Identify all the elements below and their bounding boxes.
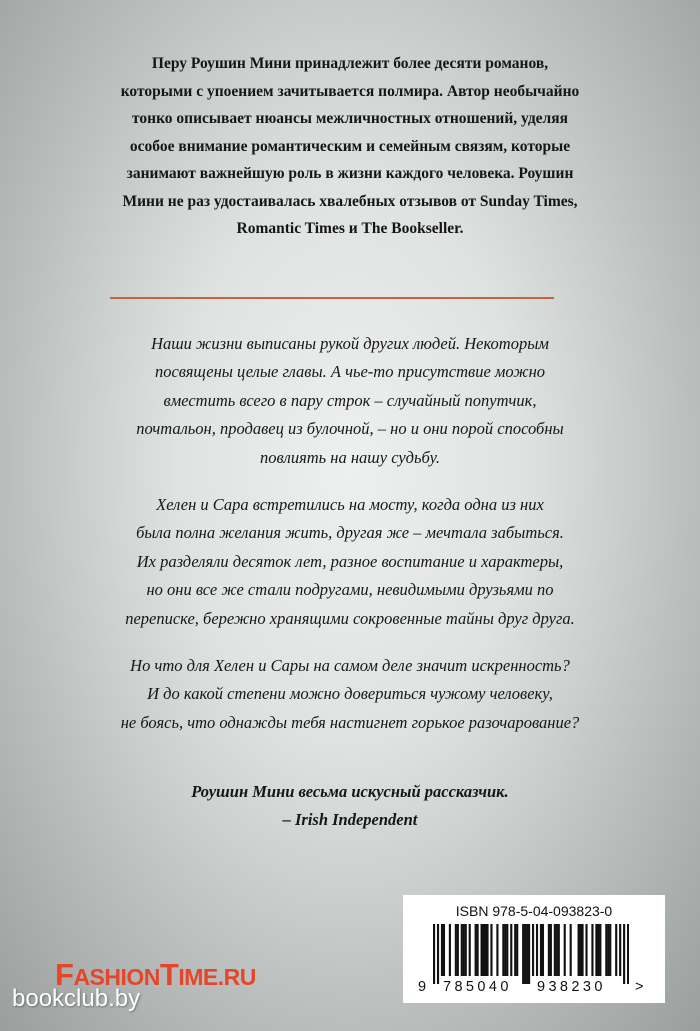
barcode-right-digits: 938230: [537, 979, 606, 995]
barcode-bar: [443, 924, 445, 976]
barcode-bar: [591, 924, 593, 976]
barcode-bar: [619, 924, 621, 976]
barcode-bar: [554, 924, 556, 976]
barcode-bar: [524, 924, 526, 984]
barcode-bar: [605, 924, 607, 976]
barcode-bar: [609, 924, 611, 976]
blurb-line: переписке, бережно хранящими сокровенные тайны друг друга.: [125, 608, 575, 628]
barcode-bar: [461, 924, 463, 976]
barcode-bar: [516, 924, 518, 976]
barcode-bar: [528, 924, 530, 984]
blurb-line: повлиять на нашу судьбу.: [259, 447, 441, 467]
barcode-bar: [558, 924, 560, 976]
barcode-bar: [504, 924, 506, 976]
site-watermark: bookclub.by: [12, 985, 141, 1012]
blurb-line: Но что для Хелен и Сары на самом деле значит искренность?: [130, 656, 570, 676]
barcode-bar: [490, 924, 492, 976]
barcode-bar: [475, 924, 477, 976]
barcode-bar: [615, 924, 617, 976]
barcode-bar: [510, 924, 512, 976]
blurb-line: Хелен и Сара встретились на мосту, когда одна из них: [156, 495, 544, 515]
section-divider: [110, 297, 554, 299]
watermark-letters: ASHION: [73, 964, 160, 990]
isbn-barcode: [403, 895, 665, 1003]
bio-line: занимают важнейшую роль в жизни каждого человека. Роушин: [126, 165, 574, 182]
barcode-bar: [581, 924, 583, 976]
barcode-bar: [477, 924, 479, 976]
barcode-bar: [526, 924, 528, 984]
blurb-paragraph-1: [60, 330, 640, 472]
barcode-bar: [580, 924, 582, 976]
blurb-line: почтальон, продавец из булочной, – но и они порой способны: [136, 419, 564, 439]
barcode-left-digits: 785040: [443, 979, 512, 995]
watermark-letters: IME.RU: [178, 964, 256, 990]
blurb-line: вместить всего в пару строк – случайный попутчик,: [163, 390, 537, 410]
barcode-bar: [532, 924, 534, 976]
bio-line: которыми с упоением зачитывается полмира. Автор необычайно: [120, 82, 580, 100]
watermark-letter: T: [159, 957, 179, 992]
barcode-bar: [481, 924, 483, 976]
barcode-bar: [482, 924, 484, 976]
barcode-bar: [597, 924, 599, 976]
blurb-line: Наши жизни выписаны рукой других людей. Некоторым: [151, 334, 549, 353]
barcode-bar: [465, 924, 467, 976]
barcode-bar: [536, 924, 538, 976]
blurb-line: И до какой степени можно довериться чужому человеку,: [147, 684, 553, 704]
book-blurb: [60, 330, 640, 756]
blurb-line: но они все же стали подругами, невидимыми друзьями по: [146, 580, 554, 600]
barcode-bar: [550, 924, 552, 976]
barcode-bar: [433, 924, 435, 984]
barcode-bar: [599, 924, 601, 976]
watermark-letter: F: [55, 957, 74, 992]
barcode-bar: [540, 924, 542, 976]
blurb-paragraph-2: [60, 491, 640, 633]
blurb-line: посвящены целые главы. А чье-то присутствие можно: [154, 362, 546, 382]
barcode-bar: [502, 924, 504, 976]
barcode-bar: [627, 924, 629, 984]
barcode-bar: [556, 924, 558, 976]
barcode-bar: [607, 924, 609, 976]
blurb-line: была полна желания жить, другая же – мечтала забыться.: [136, 523, 564, 543]
blurb-line: не боясь, что однажды тебя настигнет горькое разочарование?: [120, 712, 580, 732]
bio-line: особое внимание романтическим и семейным связям, которые: [129, 137, 571, 155]
barcode-bar: [522, 924, 524, 984]
barcode-bar: [595, 924, 597, 976]
barcode-bar: [506, 924, 508, 976]
barcode-bar: [484, 924, 486, 976]
review-source: – Irish Independent: [282, 810, 418, 829]
barcode-bar: [437, 924, 439, 984]
barcode-bar: [486, 924, 488, 976]
barcode-bar: [455, 924, 457, 976]
barcode-bar: [449, 924, 451, 976]
barcode-bar: [496, 924, 498, 976]
barcode-bar: [514, 924, 516, 976]
blurb-paragraph-3: [60, 652, 640, 737]
barcode-bar: [564, 924, 566, 976]
bio-line: Перу Роушин Мини принадлежит более десяти романов,: [151, 55, 549, 72]
barcode-bar: [548, 924, 550, 976]
barcode-bar: [585, 924, 587, 976]
press-review: [60, 778, 640, 834]
barcode-bar: [542, 924, 544, 976]
barcode-arrow: >: [635, 979, 644, 995]
barcode-bar: [441, 924, 443, 976]
barcode-bar: [578, 924, 580, 976]
review-quote: Роушин Мини весьма искусный рассказчик.: [191, 782, 509, 801]
bio-line: тонко описывает нюансы межличностных отношений, уделяя: [131, 110, 569, 127]
barcode-lead-digit: 9: [418, 979, 427, 995]
barcode-bar: [623, 924, 625, 984]
barcode-bar: [570, 924, 572, 976]
barcode-bar: [469, 924, 471, 976]
barcode-bar: [463, 924, 465, 976]
isbn-label: ISBN 978-5-04-093823-0: [455, 903, 613, 919]
barcode-bars: [433, 924, 629, 984]
bio-line: Romantic Times и The Bookseller.: [236, 220, 464, 237]
bio-line: Мини не раз удостаивалась хвалебных отзывов от Sunday Times,: [122, 192, 578, 210]
blurb-line: Их разделяли десяток лет, разное воспитание и характеры,: [136, 551, 564, 571]
author-bio: [60, 50, 640, 243]
barcode-bar: [457, 924, 459, 976]
